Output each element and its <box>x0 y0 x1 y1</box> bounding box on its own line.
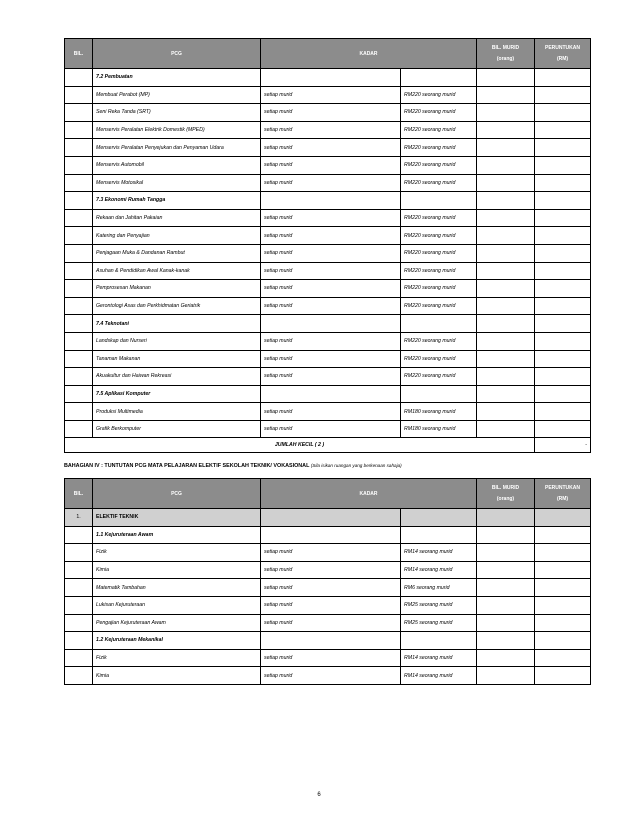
allocation-cell[interactable] <box>535 649 591 667</box>
row-number-cell <box>65 244 93 262</box>
table-row <box>65 614 591 632</box>
section-label: 7.4 Teknotani <box>93 315 261 333</box>
allocation-cell[interactable] <box>535 667 591 685</box>
section-title: BAHAGIAN IV : TUNTUTAN PCG MATA PELAJARAN ELEKTIF SEKOLAH TEKNIK/ VOKASIONAL <box>64 463 310 469</box>
table-row <box>65 174 591 192</box>
student-count-cell[interactable] <box>477 667 535 685</box>
student-count-cell[interactable] <box>477 420 535 438</box>
table-row <box>65 544 591 562</box>
rate-basis: setiap murid <box>261 614 401 632</box>
row-number-cell <box>65 420 93 438</box>
item-label: Landskap dan Nurseri <box>93 332 261 350</box>
rate-basis: setiap murid <box>261 649 401 667</box>
table-row <box>65 244 591 262</box>
student-count-cell[interactable] <box>477 262 535 280</box>
allocation-cell[interactable] <box>535 280 591 298</box>
allocation-cell[interactable] <box>535 174 591 192</box>
row-number-cell <box>65 315 93 333</box>
row-number-cell <box>65 156 93 174</box>
empty-cell <box>261 632 401 650</box>
table-header-row <box>65 479 591 509</box>
header-pcg: PCG <box>93 479 261 509</box>
table-header-row <box>65 39 591 69</box>
row-number-cell <box>65 209 93 227</box>
row-number-cell <box>65 280 93 298</box>
row-number-cell <box>65 297 93 315</box>
student-count-cell[interactable] <box>477 403 535 421</box>
allocation-cell[interactable] <box>535 350 591 368</box>
table-row <box>65 209 591 227</box>
row-number-cell <box>65 86 93 104</box>
student-count-cell[interactable] <box>477 332 535 350</box>
row-number-cell <box>65 632 93 650</box>
table-row <box>65 156 591 174</box>
empty-cell <box>535 192 591 210</box>
row-number-cell <box>65 104 93 122</box>
row-number-cell <box>65 385 93 403</box>
row-number-cell <box>65 332 93 350</box>
rate-basis: setiap murid <box>261 667 401 685</box>
header-pcg: PCG <box>93 39 261 69</box>
rate-amount: RM220 seorang murid <box>401 209 477 227</box>
header-peruntukan-unit: (RM) <box>556 495 569 502</box>
rate-amount: RM220 seorang murid <box>401 139 477 157</box>
rate-basis: setiap murid <box>261 420 401 438</box>
rate-amount: RM220 seorang murid <box>401 262 477 280</box>
rate-basis: setiap murid <box>261 561 401 579</box>
rate-basis: setiap murid <box>261 579 401 597</box>
item-label: Produksi Multimedia <box>93 403 261 421</box>
section-label: 7.3 Ekonomi Rumah Tangga <box>93 192 261 210</box>
section-row <box>65 526 591 544</box>
item-label: Grafik Berkomputer <box>93 420 261 438</box>
rate-basis: setiap murid <box>261 544 401 562</box>
header-peruntukan <box>535 479 591 509</box>
empty-cell <box>535 315 591 333</box>
rate-basis: setiap murid <box>261 297 401 315</box>
student-count-cell[interactable] <box>477 368 535 386</box>
section-caption <box>64 463 402 469</box>
student-count-cell[interactable] <box>477 297 535 315</box>
student-count-cell[interactable] <box>477 86 535 104</box>
table-row <box>65 86 591 104</box>
allocation-cell[interactable] <box>535 579 591 597</box>
rate-basis: setiap murid <box>261 227 401 245</box>
allocation-cell[interactable] <box>535 262 591 280</box>
group-row <box>65 509 591 527</box>
student-count-cell[interactable] <box>477 544 535 562</box>
item-label: Pemprosesan Makanan <box>93 280 261 298</box>
student-count-cell[interactable] <box>477 596 535 614</box>
row-number-cell <box>65 579 93 597</box>
allocation-cell[interactable] <box>535 332 591 350</box>
item-label: Menservis Motosikal <box>93 174 261 192</box>
student-count-cell[interactable] <box>477 174 535 192</box>
group-label: ELEKTIF TEKNIK <box>93 509 261 527</box>
empty-cell <box>401 69 477 87</box>
student-count-cell[interactable] <box>477 244 535 262</box>
section-row <box>65 315 591 333</box>
rate-amount: RM220 seorang murid <box>401 227 477 245</box>
allocation-cell[interactable] <box>535 561 591 579</box>
item-label: Fizik <box>93 544 261 562</box>
rate-amount: RM220 seorang murid <box>401 121 477 139</box>
section-label: 7.5 Aplikasi Komputer <box>93 385 261 403</box>
rate-amount: RM220 seorang murid <box>401 297 477 315</box>
rate-basis: setiap murid <box>261 244 401 262</box>
rate-amount: RM220 seorang murid <box>401 350 477 368</box>
row-number-cell <box>65 227 93 245</box>
item-label: Menservis Automobil <box>93 156 261 174</box>
rate-basis: setiap murid <box>261 121 401 139</box>
header-bil-murid <box>477 479 535 509</box>
allocation-table-part-iii <box>64 38 591 453</box>
item-label: Seni Reka Tanda (SRT) <box>93 104 261 122</box>
rate-basis: setiap murid <box>261 104 401 122</box>
empty-cell <box>401 509 477 527</box>
student-count-cell[interactable] <box>477 139 535 157</box>
table-row <box>65 262 591 280</box>
empty-cell <box>477 526 535 544</box>
row-number-cell <box>65 649 93 667</box>
rate-amount: RM220 seorang murid <box>401 280 477 298</box>
allocation-cell[interactable] <box>535 420 591 438</box>
table-row <box>65 297 591 315</box>
rate-basis: setiap murid <box>261 596 401 614</box>
student-count-cell[interactable] <box>477 104 535 122</box>
header-peruntukan-label: PERUNTUKAN <box>545 484 580 491</box>
item-label: Penjagaan Muka & Dandanan Rambut <box>93 244 261 262</box>
rate-basis: setiap murid <box>261 139 401 157</box>
section-label: 7.2 Pembuatan <box>93 69 261 87</box>
allocation-cell[interactable] <box>535 244 591 262</box>
row-number-cell <box>65 403 93 421</box>
empty-cell <box>535 385 591 403</box>
rate-basis: setiap murid <box>261 280 401 298</box>
allocation-cell[interactable] <box>535 86 591 104</box>
table-row <box>65 280 591 298</box>
section-row <box>65 632 591 650</box>
table-row <box>65 332 591 350</box>
rate-amount: RM220 seorang murid <box>401 104 477 122</box>
section-row <box>65 69 591 87</box>
rate-amount: RM220 seorang murid <box>401 156 477 174</box>
allocation-cell[interactable] <box>535 368 591 386</box>
rate-basis: setiap murid <box>261 209 401 227</box>
header-bil-murid <box>477 39 535 69</box>
row-number-cell <box>65 121 93 139</box>
item-label: Rekaan dan Jahitan Pakaian <box>93 209 261 227</box>
student-count-cell[interactable] <box>477 350 535 368</box>
student-count-cell[interactable] <box>477 280 535 298</box>
empty-cell <box>261 315 401 333</box>
empty-cell <box>477 632 535 650</box>
allocation-cell[interactable] <box>535 614 591 632</box>
rate-basis: setiap murid <box>261 86 401 104</box>
item-label: Lukisan Kejuruteraan <box>93 596 261 614</box>
item-label: Menservis Peralatan Penyejukan dan Penyaman Udara <box>93 139 261 157</box>
table-row <box>65 368 591 386</box>
rate-basis: setiap murid <box>261 174 401 192</box>
empty-cell <box>535 69 591 87</box>
rate-amount: RM220 seorang murid <box>401 244 477 262</box>
allocation-table-part-iv <box>64 478 591 685</box>
allocation-cell[interactable] <box>535 104 591 122</box>
table-row <box>65 596 591 614</box>
empty-cell <box>401 632 477 650</box>
item-label: Pengajian Kejuruteraan Awam <box>93 614 261 632</box>
row-number-cell <box>65 350 93 368</box>
item-label: Gerontologi Asas dan Perkhidmatan Geriatrik <box>93 297 261 315</box>
allocation-cell[interactable] <box>535 544 591 562</box>
table-row <box>65 139 591 157</box>
rate-amount: RM14 seorang murid <box>401 561 477 579</box>
row-number-cell <box>65 262 93 280</box>
empty-cell <box>401 526 477 544</box>
row-number-cell <box>65 69 93 87</box>
rate-amount: RM14 seorang murid <box>401 667 477 685</box>
rate-amount: RM220 seorang murid <box>401 332 477 350</box>
group-number: 1. <box>65 509 93 527</box>
section-label: 1.2 Kejuruteraan Mekanikal <box>93 632 261 650</box>
table-row <box>65 667 591 685</box>
row-number-cell <box>65 526 93 544</box>
row-number-cell <box>65 368 93 386</box>
table-body <box>65 69 591 438</box>
student-count-cell[interactable] <box>477 561 535 579</box>
item-label: Katering dan Penyajian <box>93 227 261 245</box>
row-number-cell <box>65 667 93 685</box>
rate-amount: RM6 seorang murid <box>401 579 477 597</box>
header-bil: BIL. <box>65 479 93 509</box>
section-note: (Sila isikan ruangan yang berkenaan sahaja) <box>310 463 402 468</box>
rate-basis: setiap murid <box>261 403 401 421</box>
empty-cell <box>535 632 591 650</box>
student-count-cell[interactable] <box>477 121 535 139</box>
page-number: 6 <box>317 792 321 798</box>
row-number-cell <box>65 596 93 614</box>
rate-amount: RM220 seorang murid <box>401 368 477 386</box>
empty-cell <box>477 509 535 527</box>
header-bil: BIL. <box>65 39 93 69</box>
rate-amount: RM180 seorang murid <box>401 403 477 421</box>
empty-cell <box>261 385 401 403</box>
subtotal-label: JUMLAH KECIL ( 2 ) <box>65 438 535 453</box>
rate-basis: setiap murid <box>261 156 401 174</box>
rate-amount: RM25 seorang murid <box>401 596 477 614</box>
item-label: Kimia <box>93 667 261 685</box>
table-row <box>65 403 591 421</box>
empty-cell <box>535 526 591 544</box>
table-row <box>65 561 591 579</box>
row-number-cell <box>65 192 93 210</box>
table-row <box>65 579 591 597</box>
section-row <box>65 192 591 210</box>
header-peruntukan-label: PERUNTUKAN <box>545 44 580 51</box>
header-kadar: KADAR <box>261 479 477 509</box>
empty-cell <box>477 69 535 87</box>
table-row <box>65 350 591 368</box>
table-row <box>65 227 591 245</box>
empty-cell <box>535 509 591 527</box>
rate-basis: setiap murid <box>261 262 401 280</box>
subtotal-value: - <box>535 438 591 453</box>
student-count-cell[interactable] <box>477 649 535 667</box>
item-label: Membuat Perabot (MP) <box>93 86 261 104</box>
empty-cell <box>477 192 535 210</box>
row-number-cell <box>65 544 93 562</box>
header-bil-murid-unit: (orang) <box>496 55 515 62</box>
item-label: Matematik Tambahan <box>93 579 261 597</box>
item-label: Menservis Peralatan Elektrik Domestik (MPED) <box>93 121 261 139</box>
table-row <box>65 649 591 667</box>
item-label: Akuakultur dan Haiwan Rekreasi <box>93 368 261 386</box>
empty-cell <box>401 385 477 403</box>
header-peruntukan-unit: (RM) <box>556 55 569 62</box>
empty-cell <box>261 509 401 527</box>
item-label: Tanaman Makanan <box>93 350 261 368</box>
allocation-cell[interactable] <box>535 139 591 157</box>
allocation-cell[interactable] <box>535 156 591 174</box>
table-row <box>65 121 591 139</box>
row-number-cell <box>65 174 93 192</box>
allocation-cell[interactable] <box>535 121 591 139</box>
empty-cell <box>401 315 477 333</box>
student-count-cell[interactable] <box>477 227 535 245</box>
item-label: Fizik <box>93 649 261 667</box>
student-count-cell[interactable] <box>477 156 535 174</box>
table-body <box>65 526 591 684</box>
rate-amount: RM14 seorang murid <box>401 649 477 667</box>
empty-cell <box>261 192 401 210</box>
rate-amount: RM180 seorang murid <box>401 420 477 438</box>
header-bil-murid-label: BIL. MURID <box>491 484 520 491</box>
item-label: Kimia <box>93 561 261 579</box>
empty-cell <box>261 69 401 87</box>
header-peruntukan <box>535 39 591 69</box>
row-number-cell <box>65 614 93 632</box>
table-row <box>65 104 591 122</box>
header-bil-murid-unit: (orang) <box>496 495 515 502</box>
empty-cell <box>477 385 535 403</box>
allocation-cell[interactable] <box>535 297 591 315</box>
header-kadar: KADAR <box>261 39 477 69</box>
rate-amount: RM220 seorang murid <box>401 174 477 192</box>
empty-cell <box>261 526 401 544</box>
item-label: Asuhan & Pendidikan Awal Kanak-kanak <box>93 262 261 280</box>
student-count-cell[interactable] <box>477 209 535 227</box>
subtotal-row <box>65 438 591 453</box>
row-number-cell <box>65 561 93 579</box>
rate-amount: RM25 seorang murid <box>401 614 477 632</box>
student-count-cell[interactable] <box>477 614 535 632</box>
section-label: 1.1 Kejuruteraan Awam <box>93 526 261 544</box>
rate-amount: RM220 seorang murid <box>401 86 477 104</box>
empty-cell <box>401 192 477 210</box>
section-row <box>65 385 591 403</box>
rate-basis: setiap murid <box>261 332 401 350</box>
header-bil-murid-label: BIL. MURID <box>491 44 520 51</box>
empty-cell <box>477 315 535 333</box>
student-count-cell[interactable] <box>477 579 535 597</box>
rate-basis: setiap murid <box>261 350 401 368</box>
allocation-cell[interactable] <box>535 227 591 245</box>
allocation-cell[interactable] <box>535 403 591 421</box>
row-number-cell <box>65 139 93 157</box>
table-row <box>65 420 591 438</box>
rate-basis: setiap murid <box>261 368 401 386</box>
allocation-cell[interactable] <box>535 209 591 227</box>
allocation-cell[interactable] <box>535 596 591 614</box>
rate-amount: RM14 seorang murid <box>401 544 477 562</box>
